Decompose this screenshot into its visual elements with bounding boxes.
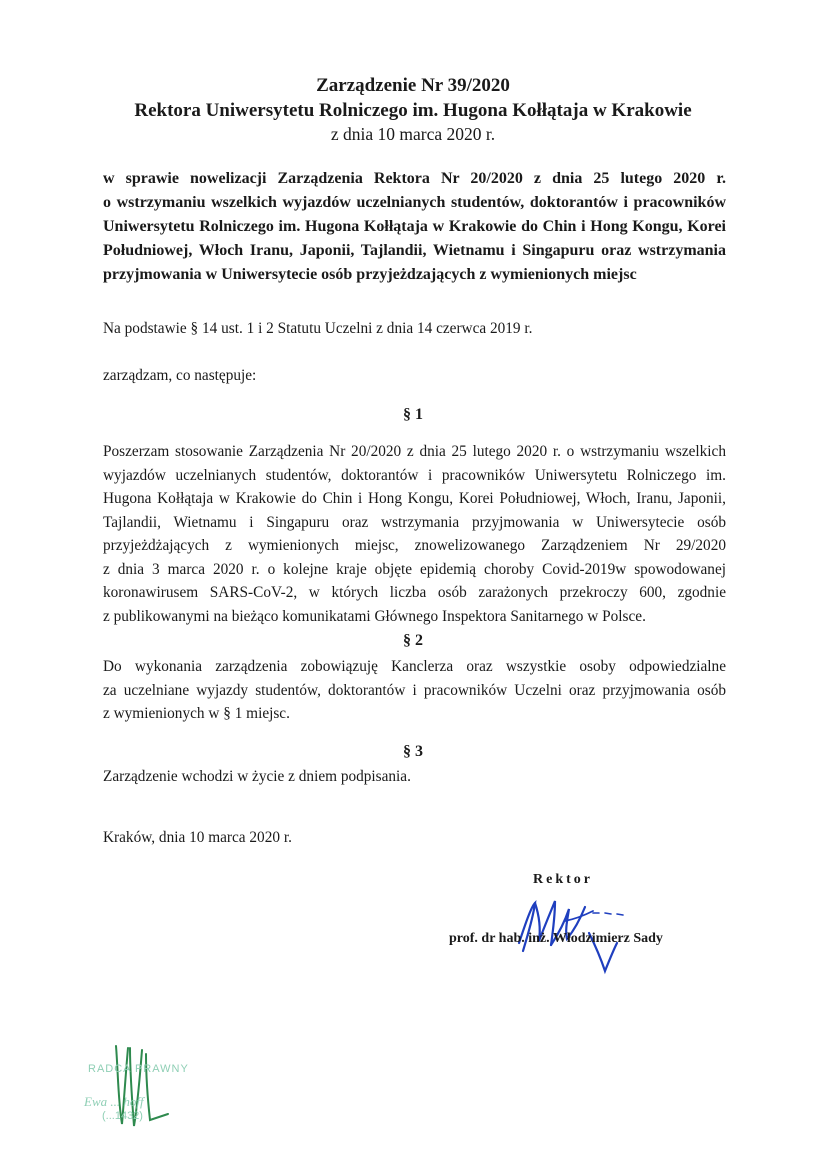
section-2-marker: § 2: [403, 632, 423, 649]
decree-line: [103, 364, 726, 388]
signatory-name: prof. dr hab. inż. Włodzimierz Sady: [449, 931, 663, 946]
document-date: z dnia 10 marca 2020 r.: [330, 124, 496, 144]
place-and-date-text: Kraków, dnia 10 marca 2020 r.: [103, 829, 292, 846]
section-line: z wymienionych w § 1 miejsc.: [103, 705, 290, 722]
section-line: koronawirusem SARS-CoV-2, w których liczba osób zarażonych przekroczy 600, zgodnie: [103, 584, 726, 601]
subject-line: o wstrzymaniu wszelkich wyjazdów uczelnianych studentów, doktorantów i pracowników: [103, 194, 726, 211]
section-line: wyjazdów uczelnianych studentów, doktorantów i pracowników Uniwersytetu Rolniczego im.: [103, 466, 726, 484]
section-1-body: [103, 440, 726, 628]
subject-line: w sprawie nowelizacji Zarządzenia Rektora Nr 20/2020 z dnia 25 lutego 2020 r.: [103, 170, 726, 187]
document-subject: [103, 167, 726, 287]
section-line: Zarządzenie wchodzi w życie z dniem podpisania.: [103, 768, 411, 785]
signatory-title: Rektor: [533, 872, 593, 887]
decree-text: zarządzam, co następuje:: [103, 367, 257, 384]
stamp-text: RADCA PRAWNY: [88, 1063, 189, 1075]
subject-line: Południowej, Włoch Iranu, Japonii, Tajlandii, Wietnamu i Singapuru oraz wstrzymania: [103, 242, 726, 259]
section-3-marker: § 3: [403, 743, 423, 760]
section-line: z publikowanymi na bieżąco komunikatami Głównego Inspektora Sanitarnego w Polsce.: [103, 607, 646, 625]
section-2-body: [103, 655, 726, 726]
subject-line: przyjmowania w Uniwersytecie osób przyjeżdzających z wymienionych miejsc: [103, 266, 637, 283]
place-and-date: [103, 826, 726, 850]
section-line: przyjeżdżających z wymienionych miejsc, znowelizowanego Zarządzeniem Nr 29/2020: [103, 537, 726, 554]
section-1-marker: § 1: [403, 406, 423, 423]
document-issuer: Rektora Uniwersytetu Rolniczego im. Hugona Kołłątaja w Krakowie: [134, 100, 692, 121]
legal-basis-text: Na podstawie § 14 ust. 1 i 2 Statutu Uczelni z dnia 14 czerwca 2019 r.: [103, 320, 533, 337]
section-line: za uczelniane wyjazdy studentów, doktorantów i pracowników Uczelni oraz przyjmowania osób: [103, 681, 726, 699]
subject-line: Uniwersytetu Rolniczego im. Hugona Kołłątaja w Krakowie do Chin i Hong Kongu, Korei: [103, 218, 726, 235]
section-line: Poszerzam stosowanie Zarządzenia Nr 20/2020 z dnia 25 lutego 2020 r. o wstrzymaniu wszelkich: [103, 443, 726, 460]
legal-basis: [103, 317, 726, 341]
legal-counsel-stamp: [78, 1040, 208, 1130]
section-line: Do wykonania zarządzenia zobowiązuję Kanclerza oraz wszystkie osoby odpowiedzialne: [103, 658, 726, 675]
stamp-text: Ewa ... hoff: [84, 1094, 144, 1109]
document-title: Zarządzenie Nr 39/2020: [316, 75, 510, 96]
stamp-text: (...1432): [102, 1110, 143, 1122]
section-line: Hugona Kołłątaja w Krakowie do Chin i Hong Kongu, Korei Południowej, Włoch, Iranu, Japonii,: [103, 490, 726, 507]
section-line: z dnia 3 marca 2020 r. o kolejne kraje objęte epidemią choroby Covid-2019w spowodowanej: [103, 560, 726, 578]
section-line: Tajlandii, Wietnamu i Singapuru oraz wstrzymania przyjmowania w Uniwersytecie osób: [103, 513, 726, 531]
section-3-body: [103, 765, 726, 789]
